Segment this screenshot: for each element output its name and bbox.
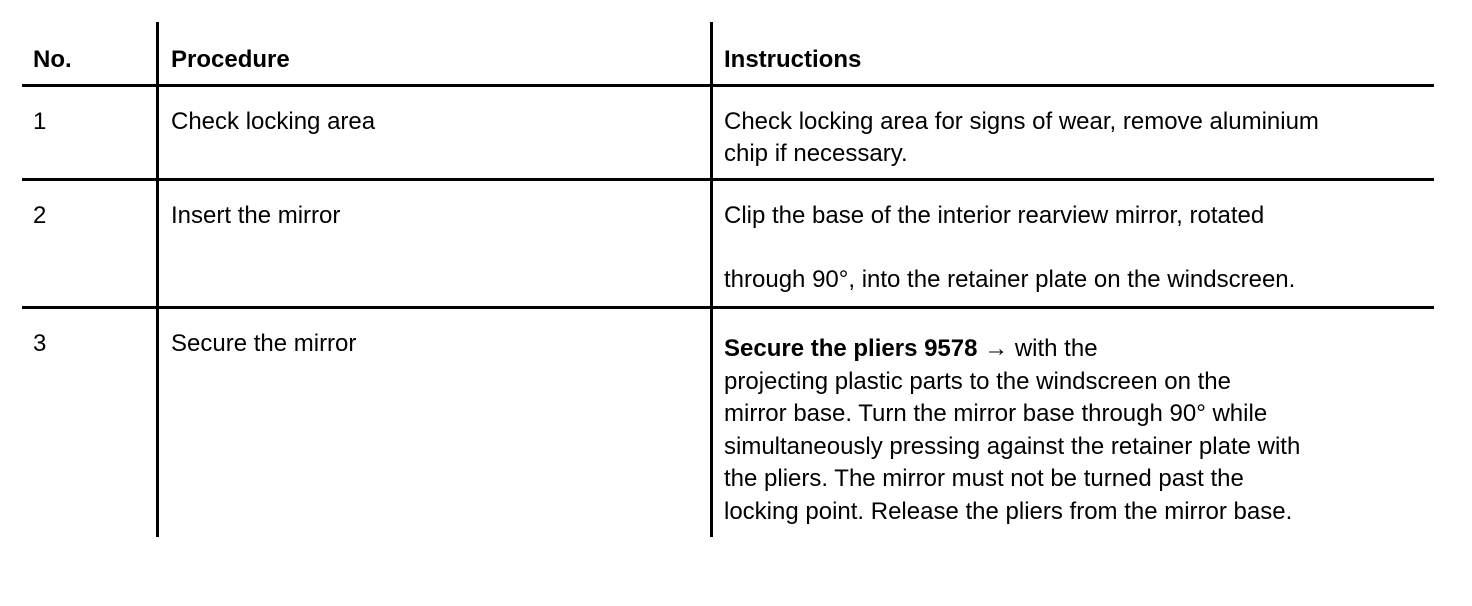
column-divider-1 <box>156 22 159 537</box>
tool-reference: Secure the pliers 9578 <box>724 335 978 362</box>
row-3-instructions-line: mirror base. Turn the mirror base through 90° while <box>724 400 1268 427</box>
row-1-instructions <box>724 106 1319 170</box>
header-row-divider <box>22 84 1434 87</box>
row-2-instructions <box>724 200 1295 296</box>
row-3-instructions-first-rest: with the <box>1008 335 1098 362</box>
row-3-instructions-first-line <box>724 333 1300 366</box>
header-no: No. <box>33 46 72 73</box>
column-divider-2 <box>710 22 713 537</box>
row-3-instructions-line: simultaneously pressing against the retainer plate with <box>724 432 1301 460</box>
row-3-instructions-line: the pliers. The mirror must not be turned past the <box>724 465 1244 492</box>
row-1-instructions-line: Check locking area for signs of wear, remove aluminium <box>724 108 1319 135</box>
header-procedure: Procedure <box>171 46 290 73</box>
header-instructions: Instructions <box>724 46 862 73</box>
row-3-instructions-line: projecting plastic parts to the windscreen on the <box>724 367 1231 395</box>
row-divider-2 <box>22 306 1434 309</box>
row-2-instructions-line: Clip the base of the interior rearview mirror, rotated <box>724 202 1265 229</box>
row-divider-1 <box>22 178 1434 181</box>
row-2-instructions-line: through 90°, into the retainer plate on the windscreen. <box>724 266 1296 293</box>
row-1-instructions-line: chip if necessary. <box>724 140 908 167</box>
row-2-no: 2 <box>33 202 47 229</box>
row-1-procedure: Check locking area <box>171 108 376 135</box>
row-3-instructions <box>724 333 1300 528</box>
row-1-no: 1 <box>33 108 47 135</box>
row-2-procedure: Insert the mirror <box>171 202 341 229</box>
row-3-procedure: Secure the mirror <box>171 330 357 357</box>
arrow-right-icon: → <box>984 335 1009 362</box>
row-3-no: 3 <box>33 330 47 357</box>
row-3-instructions-line: locking point. Release the pliers from the mirror base. <box>724 497 1293 525</box>
